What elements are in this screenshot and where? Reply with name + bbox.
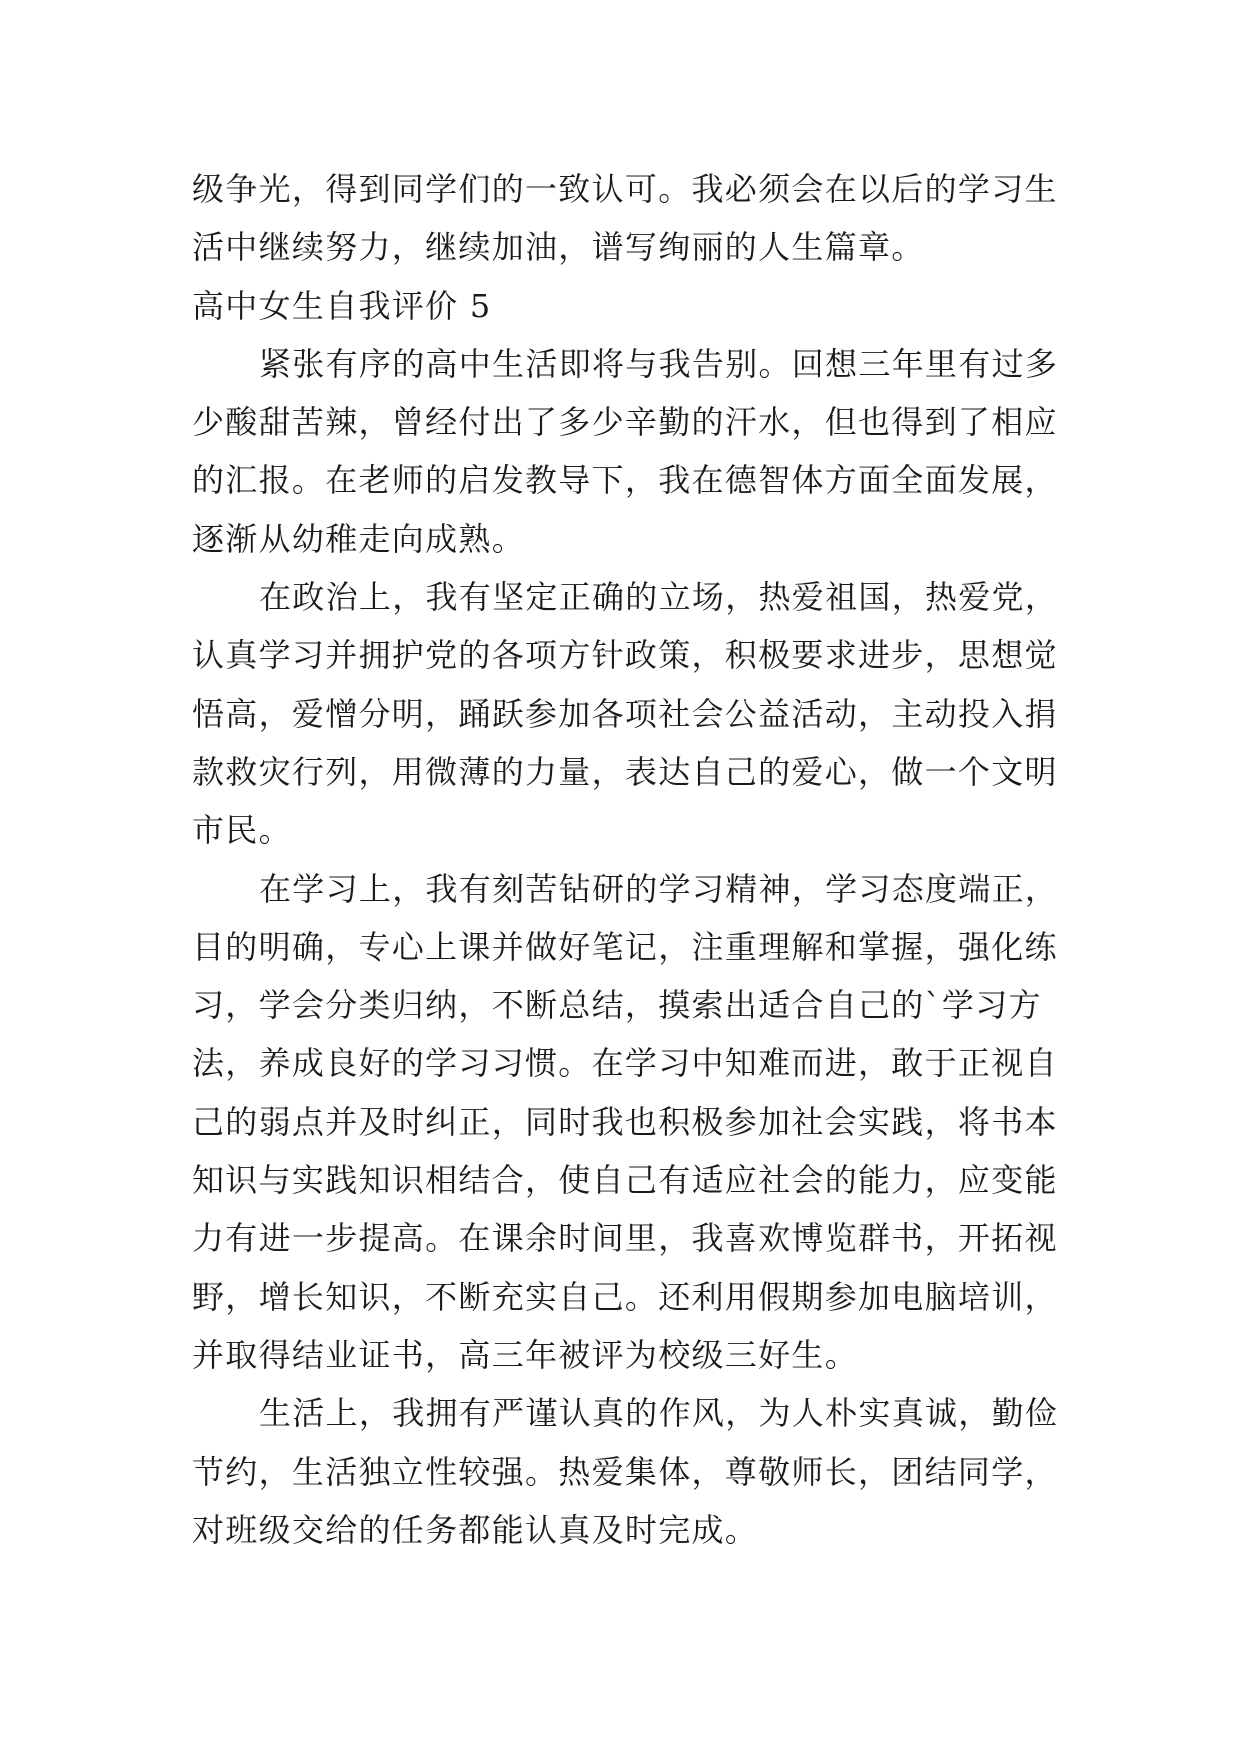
text-line: 认真学习并拥护党的各项方针政策，积极要求进步，思想觉 (192, 636, 1058, 675)
text-line: 生活上，我拥有严谨认真的作风，为人朴实真诚，勤俭 (259, 1394, 1059, 1433)
text-line: 法，养成良好的学习习惯。在学习中知难而进，敢于正视自 (192, 1044, 1058, 1083)
text-line: 悟高，爱憎分明，踊跃参加各项社会公益活动，主动投入捐 (192, 694, 1058, 733)
text-line: 在学习上，我有刻苦钻研的学习精神，学习态度端正， (259, 869, 1059, 908)
text-line: 的汇报。在老师的启发教导下，我在德智体方面全面发展， (192, 461, 1058, 500)
text-line: 己的弱点并及时纠正，同时我也积极参加社会实践，将书本 (192, 1102, 1058, 1141)
text-line: 活中继续努力，继续加油，谱写绚丽的人生篇章。 (192, 228, 925, 267)
text-line: 力有进一步提高。在课余时间里，我喜欢博览群书，开拓视 (192, 1219, 1058, 1258)
text-line: 野，增长知识，不断充实自己。还利用假期参加电脑培训， (192, 1277, 1058, 1316)
text-line: 并取得结业证书，高三年被评为校级三好生。 (192, 1335, 859, 1374)
text-line: 习，学会分类归纳，不断总结，摸索出适合自己的`学习方 (192, 986, 1042, 1025)
text-line: 级争光，得到同学们的一致认可。我必须会在以后的学习生 (192, 170, 1058, 208)
document-body (192, 160, 1062, 1559)
text-line: 少酸甜苦辣，曾经付出了多少辛勤的汗水，但也得到了相应 (192, 403, 1058, 442)
text-line: 对班级交给的任务都能认真及时完成。 (192, 1510, 759, 1549)
text-line: 知识与实践知识相结合，使自己有适应社会的能力，应变能 (192, 1161, 1058, 1200)
text-line: 款救灾行列，用微薄的力量，表达自己的爱心，做一个文明 (192, 752, 1058, 791)
text-line: 逐渐从幼稚走向成熟。 (192, 519, 526, 558)
text-line: 紧张有序的高中生活即将与我告别。回想三年里有过多 (259, 344, 1059, 383)
section-heading: 高中女生自我评价 5 (192, 286, 492, 325)
text-line: 市民。 (192, 811, 292, 850)
text-line: 在政治上，我有坚定正确的立场，热爱祖国，热爱党， (259, 578, 1059, 617)
text-line: 节约，生活独立性较强。热爱集体，尊敬师长，团结同学， (192, 1452, 1058, 1491)
text-line: 目的明确，专心上课并做好笔记，注重理解和掌握，强化练 (192, 927, 1058, 966)
